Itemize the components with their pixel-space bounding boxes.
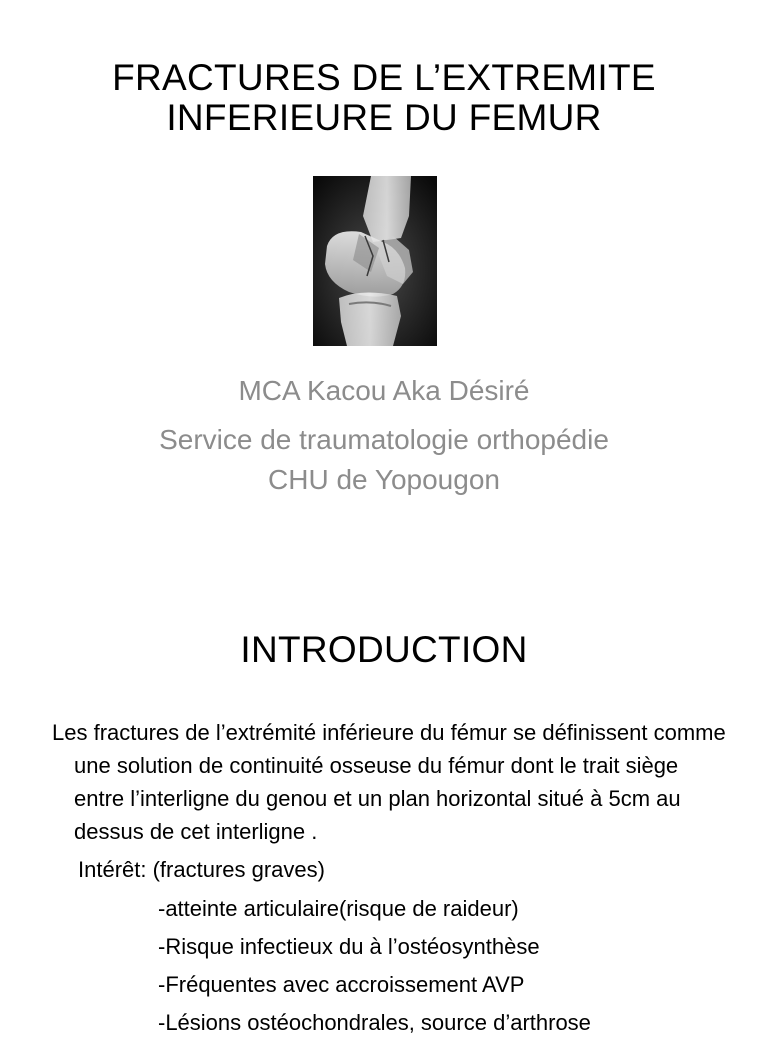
- hospital-name: CHU de Yopougon: [268, 464, 500, 495]
- slide-title: INTRODUCTION: [240, 629, 528, 670]
- interest-list: [52, 890, 732, 1042]
- author-name: MCA Kacou Aka Désiré: [238, 375, 530, 406]
- service-name: Service de traumatologie orthopédie: [159, 424, 609, 455]
- list-item: -atteinte articulaire(risque de raideur): [158, 896, 519, 921]
- slide-body: [52, 716, 732, 1042]
- slide-title: [0, 58, 768, 138]
- list-item: -Lésions ostéochondrales, source d’arthrose: [158, 1010, 591, 1035]
- interest-heading: Intérêt: (fractures graves): [78, 857, 325, 882]
- introduction-slide: [0, 576, 768, 1035]
- title-line-1: FRACTURES DE L’EXTREMITE: [112, 57, 656, 98]
- title-line-2: INFERIEURE DU FEMUR: [166, 97, 602, 138]
- knee-xray-image: [313, 176, 437, 346]
- definition-paragraph: Les fractures de l’extrémité inférieure du fémur se définissent comme une solution de continuité osseuse du fémur dont le trait siège entre l’interligne du genou et un plan horizontal situé à 5cm au dessus de cet interligne .: [52, 720, 726, 844]
- list-item: -Risque infectieux du à l’ostéosynthèse: [158, 934, 540, 959]
- list-item: -Fréquentes avec accroissement AVP: [158, 972, 525, 997]
